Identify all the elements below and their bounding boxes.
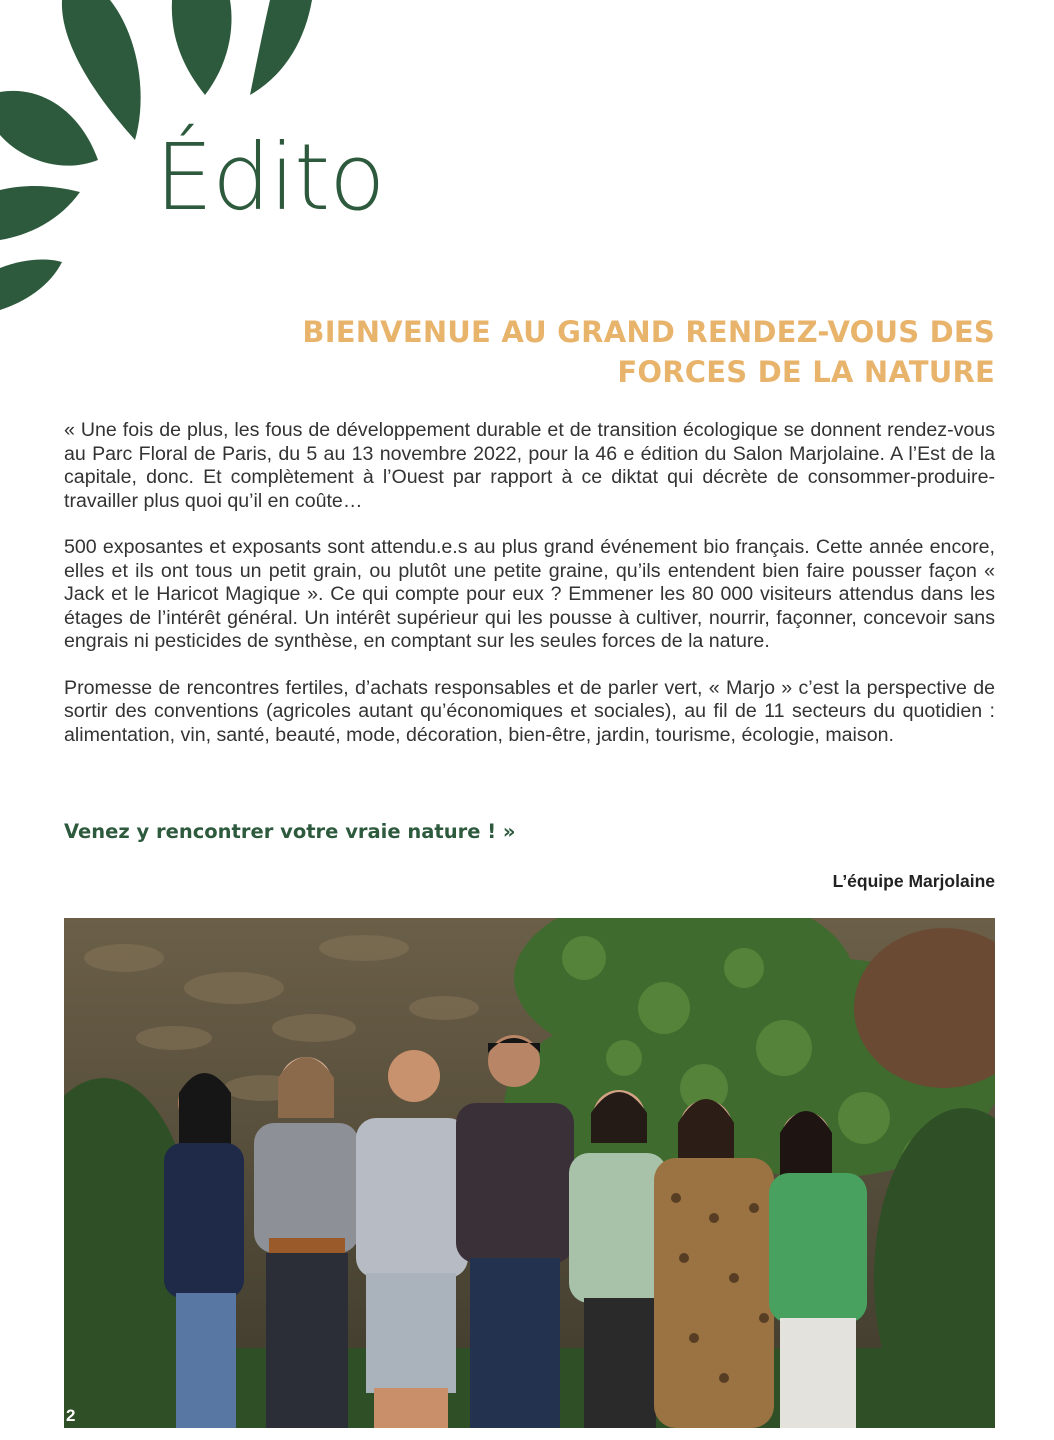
- paragraph: Promesse de rencontres fertiles, d’achats responsables et de parler vert, « Marjo » c’est la perspective de sortir des conventions (agricoles autant qu’économiques et sociales), au fil de 11 secteurs du quotidien : alimentation, vin, santé, beauté, mode, décoration, bien-être, jardin, tourisme, écologie, maison.: [64, 676, 995, 746]
- headline-line-1: BIENVENUE AU GRAND RENDEZ-VOUS DES: [302, 315, 995, 349]
- article-body: [64, 419, 995, 770]
- paragraph: 500 exposantes et exposants sont attendu.e.s au plus grand événement bio français. Cette année encore, elles et ils ont tous un petit grain, ou plutôt une petite graine, qu’ils entendent bien faire pousser façon « Jack et le Haricot Magique ». Ce qui compte pour eux ? Emmener les 80 000 visiteurs attendus dans les étages de l’intérêt général. Un intérêt supérieur qui les pousse à cultiver, nourrir, façonner, concevoir sans engrais ni pesticides de synthèse, en comptant sur les seules forces de la nature.: [64, 536, 995, 652]
- page-title: Édito: [155, 124, 385, 231]
- headline: [175, 312, 995, 392]
- signature: L’équipe Marjolaine: [832, 871, 995, 891]
- page-number: 2: [66, 1406, 76, 1425]
- paragraph: « Une fois de plus, les fous de développement durable et de transition écologique se donnent rendez-vous au Parc Floral de Paris, du 5 au 13 novembre 2022, pour la 46 e édition du Salon Marjolaine. A l’Est de la capitale, donc. Et complètement à l’Ouest par rapport à ce diktat qui décrète de consommer-produire-travailler plus quoi qu’il en coûte…: [64, 419, 995, 512]
- headline-line-2: FORCES DE LA NATURE: [617, 355, 995, 389]
- team-photo: [64, 918, 995, 1428]
- call-to-action: Venez y rencontrer votre vraie nature ! »: [64, 820, 516, 843]
